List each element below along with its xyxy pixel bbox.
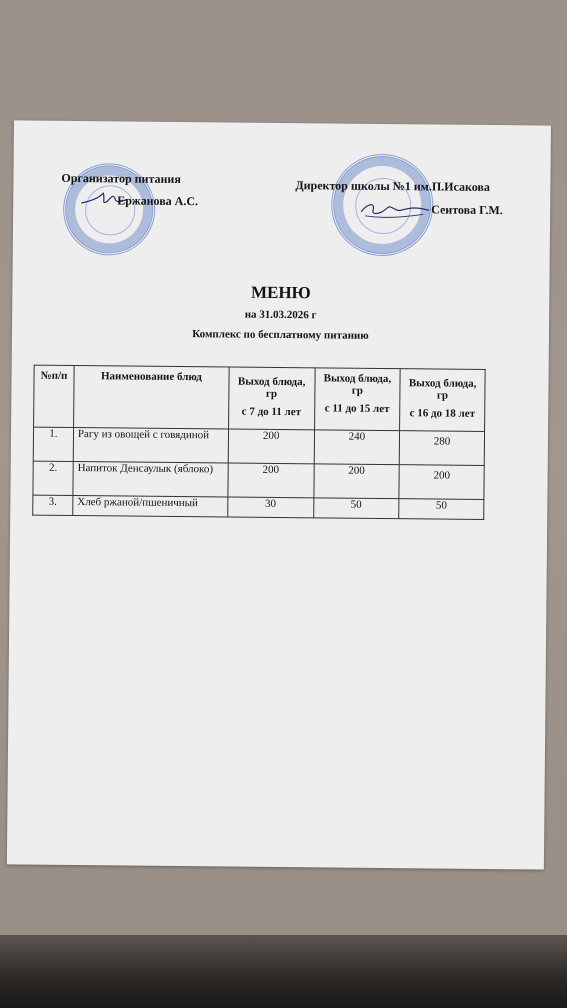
row-value-11-15: 200 (313, 464, 399, 499)
row-num: 3. (33, 495, 73, 515)
row-dish: Хлеб ржаной/пшеничный (73, 496, 228, 517)
header-age-16-18 (400, 369, 485, 432)
left-header-name: Ержанова А.С. (117, 193, 199, 209)
table-header-row (34, 365, 486, 431)
header-age-11-15-label: Выход блюда, гр (323, 372, 392, 397)
row-value-7-11: 30 (227, 497, 313, 518)
row-value-7-11: 200 (228, 429, 314, 464)
header-age-7-11-range: с 7 до 11 лет (241, 405, 302, 419)
menu-document (7, 120, 551, 869)
right-signature-icon (359, 198, 431, 223)
header-dish: Наименование блюд (73, 366, 228, 429)
table-row (33, 461, 484, 499)
row-num: 2. (33, 461, 73, 495)
document-date: на 31.03.2026 г (244, 308, 317, 322)
header-age-11-15 (314, 368, 400, 431)
document-title: МЕНЮ (250, 282, 311, 303)
header-age-7-11 (228, 367, 314, 430)
header-age-16-18-label: Выход блюда, гр (408, 377, 477, 402)
right-header-title: Директор школы №1 им.П.Исакова (295, 178, 491, 194)
row-value-7-11: 200 (228, 463, 314, 498)
table-row (33, 427, 484, 465)
row-value-16-18: 50 (399, 499, 484, 520)
header-age-11-15-range: с 11 до 15 лет (324, 402, 390, 416)
document-subtitle: Комплекс по бесплатному питанию (192, 328, 369, 342)
right-header-name: Сеитова Г.М. (431, 202, 503, 218)
row-value-16-18: 280 (399, 431, 484, 466)
left-header-title: Организатор питания (61, 170, 181, 187)
menu-table (32, 365, 485, 520)
row-num: 1. (33, 427, 73, 461)
header-age-7-11-label: Выход блюда, гр (237, 375, 306, 400)
table-row (33, 495, 484, 519)
row-value-16-18: 200 (399, 465, 484, 500)
row-value-11-15: 240 (314, 430, 400, 465)
row-dish: Рагу из овощей с говядиной (73, 428, 228, 463)
desk-edge-shadow (0, 935, 567, 1008)
row-dish: Напиток Денсаулык (яблоко) (73, 462, 228, 497)
header-num: №п/п (34, 365, 75, 427)
row-value-11-15: 50 (313, 498, 399, 519)
header-age-16-18-range: с 16 до 18 лет (409, 407, 476, 420)
